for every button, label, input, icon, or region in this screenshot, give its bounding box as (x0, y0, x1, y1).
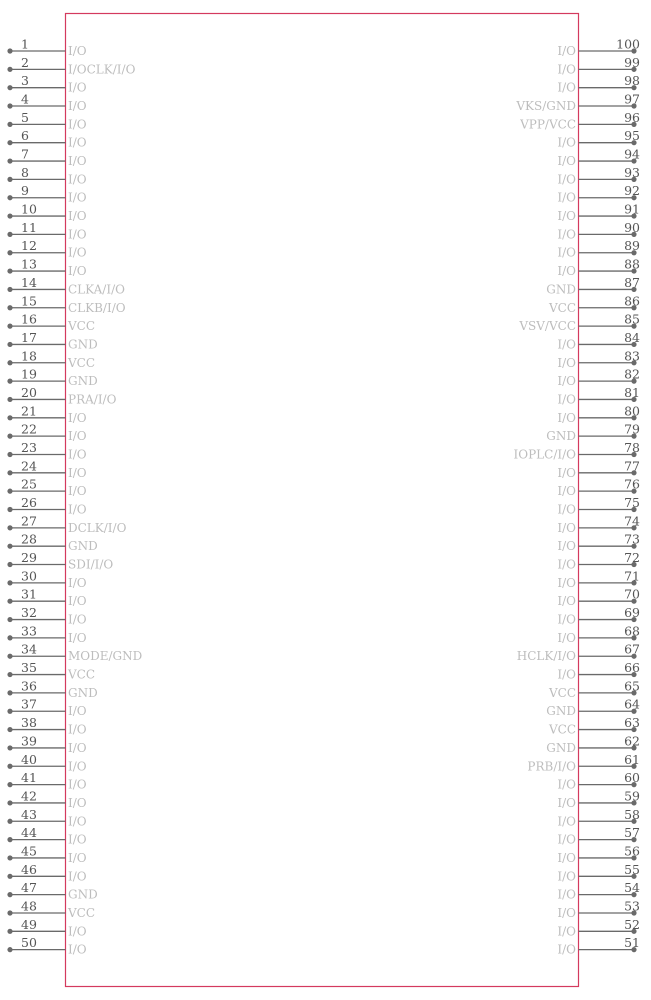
pin-terminal-dot (7, 745, 12, 750)
pin-number: 87 (624, 274, 640, 290)
pin-number: 54 (624, 880, 640, 896)
pin-name: I/O (68, 447, 87, 462)
pin-name: I/OCLK/I/O (68, 62, 136, 77)
pin-number: 81 (624, 384, 640, 400)
pin-number: 34 (21, 641, 37, 657)
right-pin (519, 110, 640, 132)
pin-terminal-dot (7, 507, 12, 512)
pin-name: I/O (68, 44, 87, 58)
pin-number: 71 (624, 568, 640, 584)
pin-number: 6 (21, 128, 29, 144)
pin-name: I/O (68, 154, 87, 169)
pin-name: I/O (557, 172, 576, 187)
pin-terminal-dot (7, 544, 12, 549)
pin-name: I/O (557, 227, 576, 242)
pin-number: 57 (624, 825, 640, 841)
pin-name: I/O (68, 99, 87, 114)
pin-name: I/O (68, 502, 87, 517)
pin-number: 90 (624, 219, 640, 235)
pin-terminal-dot (7, 342, 12, 347)
left-pin (7, 165, 86, 187)
pin-name: I/O (68, 942, 87, 957)
pin-name: I/O (68, 209, 87, 224)
pin-terminal-dot (7, 470, 12, 475)
pin-terminal-dot (7, 525, 12, 530)
pin-name: VCC (68, 667, 96, 682)
pin-name: I/O (68, 264, 87, 279)
pin-name: I/O (557, 190, 576, 205)
left-pin (7, 917, 86, 939)
pin-number: 23 (21, 439, 37, 455)
pin-number: 32 (21, 605, 37, 621)
pin-name: GND (68, 539, 98, 554)
pin-number: 18 (21, 348, 37, 364)
pin-name: I/O (557, 374, 576, 389)
pin-name: I/O (557, 154, 576, 169)
pin-name: GND (68, 685, 98, 700)
pin-number: 47 (21, 880, 37, 896)
pin-name: I/O (557, 575, 576, 590)
left-pin (7, 495, 86, 517)
pin-name: I/O (557, 209, 576, 224)
pin-number: 14 (21, 274, 37, 290)
pin-number: 13 (21, 256, 37, 272)
pin-terminal-dot (7, 250, 12, 255)
pin-terminal-dot (7, 67, 12, 72)
pin-terminal-dot (7, 360, 12, 365)
pin-name: I/O (68, 869, 87, 884)
pin-name: I/O (68, 795, 87, 810)
left-pin (7, 605, 86, 627)
pin-name: I/O (557, 539, 576, 554)
pin-number: 58 (624, 806, 640, 822)
pin-name: I/O (68, 465, 87, 480)
pin-number: 93 (624, 164, 640, 180)
pin-number: 7 (21, 146, 29, 162)
pin-terminal-dot (7, 672, 12, 677)
pin-number: 40 (21, 751, 37, 767)
pin-number: 17 (21, 329, 37, 345)
pin-name: I/O (68, 429, 87, 444)
pin-number: 45 (21, 843, 37, 859)
pin-name: I/O (68, 227, 87, 242)
pin-terminal-dot (7, 397, 12, 402)
pin-terminal-dot (7, 195, 12, 200)
pin-number: 19 (21, 366, 37, 382)
left-pin (7, 788, 86, 810)
pin-name: CLKB/I/O (68, 300, 126, 315)
pin-number: 46 (21, 861, 37, 877)
right-pin-column (514, 37, 641, 957)
pin-number: 44 (21, 825, 37, 841)
pin-number: 50 (21, 935, 37, 951)
left-pin (7, 770, 86, 792)
pin-terminal-dot (7, 654, 12, 659)
pin-name: GND (68, 337, 98, 352)
pin-number: 53 (624, 898, 640, 914)
pin-number: 86 (624, 293, 640, 309)
pin-number: 77 (624, 458, 640, 474)
pin-number: 79 (624, 421, 640, 437)
pin-number: 92 (624, 183, 640, 199)
pin-number: 42 (21, 788, 37, 804)
pin-number: 30 (21, 568, 37, 584)
left-pin (7, 807, 86, 829)
pin-number: 49 (21, 916, 37, 932)
pin-name: PRA/I/O (68, 392, 117, 407)
pin-number: 1 (21, 36, 29, 52)
pin-terminal-dot (7, 48, 12, 53)
pin-number: 59 (624, 788, 640, 804)
pin-number: 5 (21, 109, 29, 125)
pin-number: 74 (624, 513, 640, 529)
pin-number: 39 (21, 733, 37, 749)
pin-name: I/O (557, 62, 576, 77)
pin-terminal-dot (7, 213, 12, 218)
pin-name: I/O (68, 190, 87, 205)
pin-name: HCLK/I/O (516, 649, 576, 664)
pin-name: I/O (557, 594, 576, 609)
left-pin (7, 238, 86, 259)
pin-name: I/O (557, 612, 576, 627)
right-pin (518, 312, 640, 334)
pin-number: 29 (21, 550, 37, 566)
pin-terminal-dot (7, 580, 12, 585)
left-pin (7, 92, 86, 114)
pin-terminal-dot (7, 287, 12, 292)
left-pin (7, 403, 86, 425)
pin-name: I/O (557, 832, 576, 847)
pin-name: VCC (68, 319, 96, 334)
pin-terminal-dot (7, 103, 12, 108)
left-pin (7, 422, 86, 444)
pin-number: 70 (624, 586, 640, 602)
pin-number: 26 (21, 495, 37, 510)
pin-name: I/O (557, 869, 576, 884)
pin-name: I/O (557, 80, 576, 95)
pin-number: 9 (21, 183, 29, 199)
pin-number: 80 (624, 403, 640, 419)
left-pin (7, 477, 86, 499)
pin-name: DCLK/I/O (68, 520, 127, 535)
pin-number: 21 (21, 403, 37, 419)
pin-number: 76 (624, 476, 640, 492)
pin-number: 48 (21, 898, 37, 914)
pin-number: 89 (624, 238, 640, 254)
pin-terminal-dot (7, 855, 12, 860)
pin-terminal-dot (7, 85, 12, 90)
right-pin (515, 92, 640, 114)
left-pin (7, 623, 86, 645)
pin-name: I/O (557, 135, 576, 150)
left-pin (7, 587, 86, 609)
pin-number: 2 (21, 54, 29, 70)
pin-terminal-dot (7, 929, 12, 934)
pin-number: 78 (624, 439, 640, 455)
pin-name: I/O (557, 355, 576, 370)
left-pin (7, 110, 86, 132)
pin-terminal-dot (7, 232, 12, 237)
pin-name: I/O (68, 759, 87, 774)
left-pin (7, 202, 86, 224)
pin-number: 3 (21, 73, 29, 89)
pin-name: IOPLC/I/O (513, 447, 576, 462)
pin-name: I/O (557, 245, 576, 260)
pin-number: 73 (624, 531, 640, 547)
pin-terminal-dot (7, 268, 12, 273)
pin-name: VCC (68, 905, 96, 920)
pin-name: CLKA/I/O (68, 282, 125, 297)
pin-number: 61 (624, 751, 640, 767)
pin-number: 38 (21, 715, 37, 731)
pin-name: I/O (68, 612, 87, 627)
pin-name: I/O (68, 704, 87, 719)
pin-name: I/O (557, 502, 576, 517)
pin-name: I/O (68, 832, 87, 847)
pin-terminal-dot (7, 764, 12, 769)
pin-terminal-dot (7, 177, 12, 182)
pin-terminal-dot (7, 434, 12, 439)
left-pin (7, 147, 86, 169)
pin-name: I/O (68, 245, 87, 260)
pin-number: 16 (21, 311, 37, 327)
left-pin (7, 568, 86, 590)
pin-number: 55 (624, 861, 640, 877)
pin-name: I/O (68, 924, 87, 939)
pin-terminal-dot (7, 489, 12, 494)
pin-terminal-dot (7, 158, 12, 163)
pin-number: 12 (21, 238, 37, 254)
pin-name: VSV/VCC (519, 319, 576, 334)
pin-name: I/O (557, 795, 576, 810)
pin-number: 75 (624, 495, 640, 510)
pin-name: I/O (68, 850, 87, 865)
pin-number: 41 (21, 770, 37, 786)
pin-number: 63 (624, 715, 640, 731)
left-pin (7, 73, 86, 95)
pin-number: 67 (624, 641, 640, 657)
pin-number: 31 (21, 586, 37, 602)
pin-name: I/O (557, 667, 576, 682)
pin-number: 22 (21, 421, 37, 437)
pin-name: VKS/GND (516, 99, 576, 114)
pin-terminal-dot (7, 415, 12, 420)
pin-name: I/O (557, 557, 576, 572)
pin-terminal-dot (7, 562, 12, 567)
left-pin (7, 715, 86, 737)
pin-number: 95 (624, 128, 640, 144)
pin-name: VPP/VCC (520, 117, 576, 132)
pin-name: I/O (68, 135, 87, 150)
pin-name: I/O (68, 575, 87, 590)
left-pin (7, 935, 86, 957)
pin-name: I/O (557, 392, 576, 407)
pin-number: 82 (624, 366, 640, 382)
left-pin (7, 733, 86, 755)
pin-number: 62 (624, 733, 640, 749)
pin-number: 11 (21, 219, 37, 235)
pin-number: 8 (21, 164, 29, 180)
pin-name: I/O (68, 630, 87, 645)
pin-terminal-dot (7, 709, 12, 714)
pin-name: I/O (557, 942, 576, 957)
pin-number: 91 (624, 201, 640, 217)
pin-terminal-dot (7, 910, 12, 915)
pin-terminal-dot (7, 800, 12, 805)
left-pin (7, 257, 86, 279)
pin-number: 83 (624, 348, 640, 364)
pin-number: 28 (21, 531, 37, 547)
pin-name: VCC (548, 685, 576, 700)
left-pin (7, 440, 86, 462)
pin-name: I/O (557, 630, 576, 645)
pin-terminal-dot (7, 874, 12, 879)
left-pin (7, 697, 86, 719)
pin-name: I/O (68, 410, 87, 425)
pin-number: 10 (21, 201, 37, 217)
pin-number: 64 (624, 696, 640, 712)
pin-name: I/O (557, 777, 576, 792)
pin-number: 69 (624, 605, 640, 621)
pin-name: PRB/I/O (527, 759, 576, 774)
pin-terminal-dot (7, 947, 12, 952)
left-pin (7, 220, 86, 242)
pin-number: 97 (624, 91, 640, 107)
pin-name: I/O (557, 264, 576, 279)
pin-name: VCC (548, 300, 576, 315)
pin-terminal-dot (7, 324, 12, 329)
pin-number: 100 (616, 36, 640, 52)
pin-terminal-dot (7, 140, 12, 145)
pin-name: VCC (548, 722, 576, 737)
right-pin (557, 935, 640, 957)
pin-terminal-dot (7, 782, 12, 787)
pin-name: I/O (557, 465, 576, 480)
pin-terminal-dot (7, 727, 12, 732)
pin-terminal-dot (7, 122, 12, 127)
pin-number: 43 (21, 806, 37, 822)
pin-number: 65 (624, 678, 640, 694)
pin-name: I/O (557, 850, 576, 865)
pin-terminal-dot (7, 837, 12, 842)
pin-number: 56 (624, 843, 640, 859)
pin-name: I/O (557, 44, 576, 58)
pin-number: 72 (624, 550, 640, 566)
pin-name: I/O (68, 814, 87, 829)
pin-name: I/O (557, 814, 576, 829)
pin-name: MODE/GND (68, 649, 143, 664)
pin-name: VCC (68, 355, 96, 370)
pin-number: 36 (21, 678, 37, 694)
pin-number: 52 (624, 916, 640, 932)
pin-terminal-dot (7, 452, 12, 457)
pin-number: 66 (624, 660, 640, 676)
left-pin-column (7, 37, 142, 957)
pin-terminal-dot (7, 599, 12, 604)
pin-number: 84 (624, 329, 640, 345)
pin-number: 88 (624, 256, 640, 272)
pin-name: I/O (557, 337, 576, 352)
pin-number: 25 (21, 476, 37, 492)
left-pin (7, 862, 86, 884)
pin-name: I/O (68, 80, 87, 95)
pin-name: I/O (68, 722, 87, 737)
pin-name: I/O (557, 410, 576, 425)
pin-number: 98 (624, 73, 640, 89)
pin-number: 60 (624, 770, 640, 786)
pin-name: GND (68, 887, 98, 902)
pin-number: 27 (21, 513, 37, 529)
pin-name: SDI/I/O (68, 557, 114, 572)
pin-number: 4 (21, 91, 29, 107)
pin-name: GND (546, 704, 576, 719)
pin-number: 51 (624, 935, 640, 951)
pin-number: 33 (21, 623, 37, 639)
pin-name: I/O (557, 905, 576, 920)
pin-name: I/O (68, 777, 87, 792)
pin-number: 68 (624, 623, 640, 639)
left-pin (7, 843, 86, 865)
left-pin (7, 458, 86, 480)
pin-name: I/O (68, 117, 87, 132)
pin-terminal-dot (7, 379, 12, 384)
pin-terminal-dot (7, 819, 12, 824)
pin-number: 37 (21, 696, 37, 712)
pin-name: I/O (68, 594, 87, 609)
left-pin (7, 752, 86, 774)
pin-name: I/O (557, 924, 576, 939)
left-pin (7, 128, 86, 150)
pin-terminal-dot (7, 305, 12, 310)
pin-number: 96 (624, 109, 640, 125)
pin-terminal-dot (7, 892, 12, 897)
pin-name: I/O (557, 887, 576, 902)
pin-terminal-dot (7, 690, 12, 695)
pin-number: 99 (624, 54, 640, 70)
pin-name: GND (546, 282, 576, 297)
pin-number: 20 (21, 384, 37, 400)
pin-name: I/O (557, 484, 576, 499)
pin-number: 85 (624, 311, 640, 327)
pin-terminal-dot (7, 635, 12, 640)
pin-name: GND (546, 740, 576, 755)
right-pin (514, 440, 641, 462)
pin-number: 15 (21, 293, 37, 309)
ic-body-outline (66, 14, 579, 987)
pin-name: GND (546, 429, 576, 444)
left-pin (7, 183, 86, 205)
left-pin (7, 37, 86, 59)
pin-number: 24 (21, 458, 37, 474)
pin-terminal-dot (7, 617, 12, 622)
pin-number: 35 (21, 660, 37, 676)
pin-name: I/O (68, 484, 87, 499)
pin-name: I/O (557, 520, 576, 535)
left-pin (7, 825, 86, 847)
pin-number: 94 (624, 146, 640, 162)
pin-name: I/O (68, 172, 87, 187)
pin-name: GND (68, 374, 98, 389)
pin-name: I/O (68, 740, 87, 755)
